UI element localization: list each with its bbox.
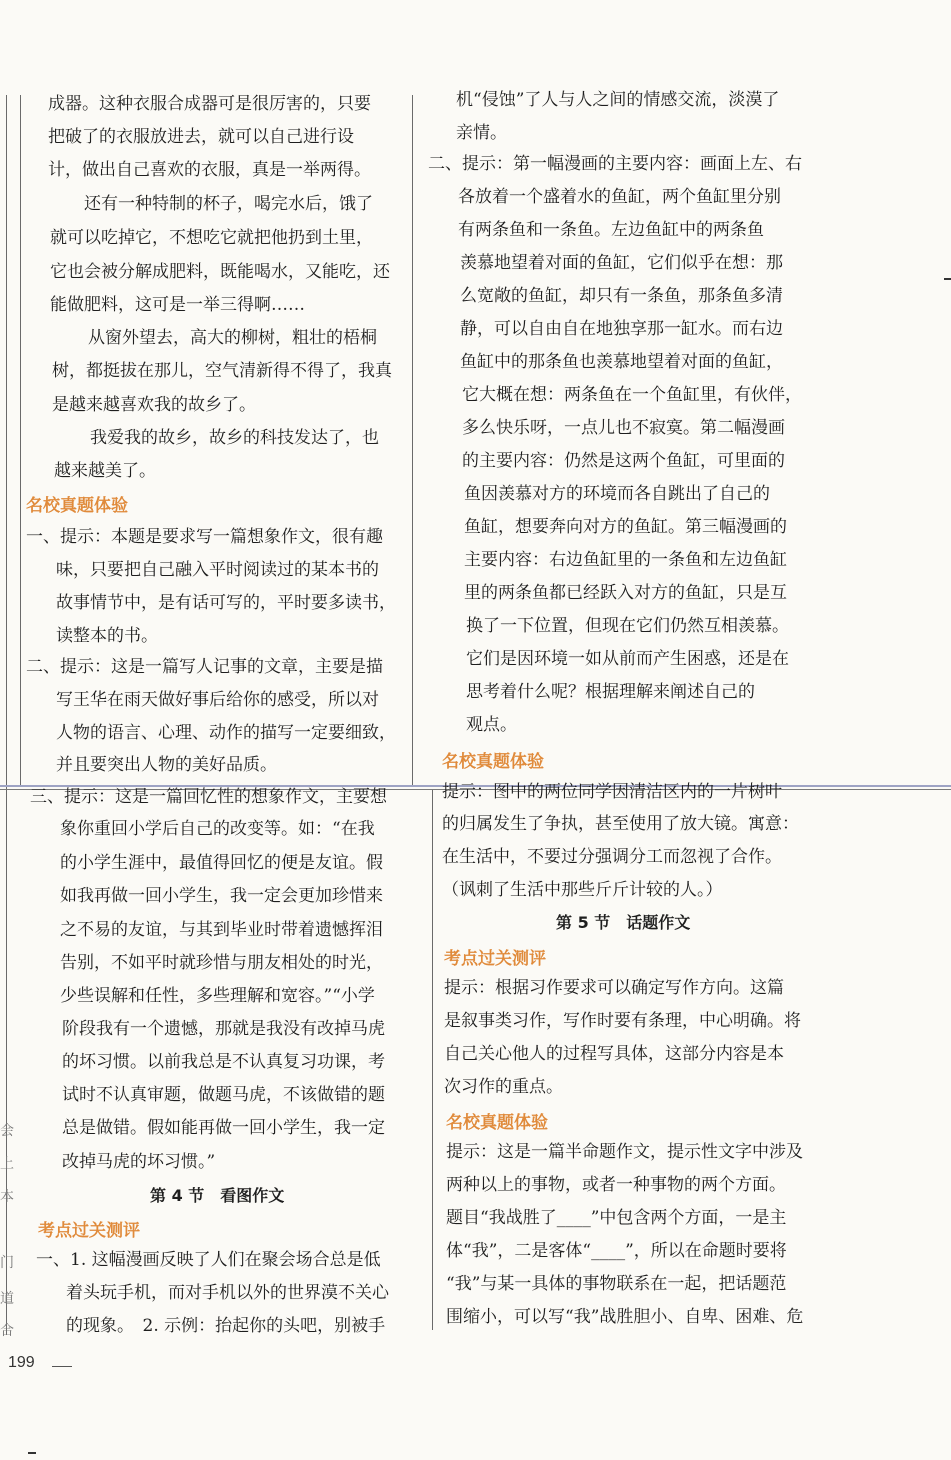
margin-char: 会 [0,1123,14,1139]
answer-line: 各放着一个盛着水的鱼缸，两个鱼缸里分别 [458,187,781,207]
text-line: 计，做出自己喜欢的衣服，真是一举两得。 [48,160,371,180]
answer-line: 人物的语言、心理、动作的描写一定要细致， [56,723,396,743]
answer-line: 观点。 [466,715,517,735]
section-heading: 考点过关测评 [444,949,546,969]
answer-line: 在生活中，不要过分强调分工而忽视了合作。 [442,847,782,867]
answer-line: 提示：图中的两位同学因清洁区内的一片树叶 [442,782,782,802]
section-heading: 名校真题体验 [26,496,128,516]
text-line: 亲情。 [456,123,507,143]
answer-line: “我”与某一具体的事物联系在一起，把话题范 [446,1274,787,1294]
answer-line: 围缩小，可以写“我”战胜胆小、自卑、困难、危 [446,1307,804,1327]
text-line: 机“侵蚀”了人与人之间的情感交流，淡漠了 [456,90,780,110]
answer-line: 里的两条鱼都已经跃入对方的鱼缸，只是互 [464,583,787,603]
answer-line: 故事情节中，是有话可写的，平时要多读书， [56,593,396,613]
answer-line: 么宽敞的鱼缸，却只有一条鱼，那条鱼多清 [460,286,783,306]
section-title-4: 第 4 节 看图作文 [150,1186,285,1205]
answer-line: 二、提示：第一幅漫画的主要内容：画面上左、右 [428,154,802,174]
answer-line: 告别，不如平时就珍惜与朋友相处的时光， [60,953,383,973]
answer-line: 如我再做一回小学生，我一定会更加珍惜来 [60,886,383,906]
margin-char: 门 [0,1255,14,1271]
answer-line: 有两条鱼和一条鱼。左边鱼缸中的两条鱼 [458,220,764,240]
answer-line: 味，只要把自己融入平时阅读过的某本书的 [56,560,379,580]
answer-line: 体“我”，二是客体“____”，所以在命题时要将 [446,1241,787,1261]
text-line: 是越来越喜欢我的故乡了。 [52,395,256,415]
text-line: 能做肥料，这可是一举三得啊…… [50,295,305,315]
answer-line: 写王华在雨天做好事后给你的感受，所以对 [56,690,379,710]
section-heading: 考点过关测评 [38,1221,140,1241]
answer-line: 静，可以自由自在地独享那一缸水。而右边 [460,319,783,339]
text-line: 越来越美了。 [54,461,156,481]
answer-line: 题目“我战胜了____”中包含两个方面，一是主 [446,1208,787,1228]
margin-char: 上 [0,1156,14,1172]
text-line: 我爱我的故乡，故乡的科技发达了，也 [90,428,379,448]
text-line: 把破了的衣服放进去，就可以自己进行设 [48,127,354,147]
answer-line: 多么快乐呀，一点儿也不寂寞。第二幅漫画 [462,418,785,438]
text-line: 成器。这种衣服合成器可是很厉害的，只要 [48,94,371,114]
answer-line: 阶段我有一个遗憾，那就是我没有改掉马虎 [62,1019,385,1039]
margin-char: 本 [0,1189,14,1205]
text-line: 就可以吃掉它，不想吃它就把他扔到土里， [50,228,373,248]
answer-line: 提示：根据习作要求可以确定写作方向。这篇 [444,978,784,998]
answer-line: 换了一下位置，但现在它们仍然互相羡慕。 [466,616,789,636]
text-line: 它也会被分解成肥料，既能喝水，又能吃，还 [50,262,390,282]
answer-line: 着头玩手机，而对手机以外的世界漠不关心 [66,1283,389,1303]
answer-line: 羡慕地望着对面的鱼缸，它们似乎在想：那 [460,253,783,273]
answer-line: 的坏习惯。以前我总是不认真复习功课，考 [62,1052,385,1072]
page-number: 199 [8,1354,35,1371]
answer-line: 的归属发生了争执，甚至使用了放大镜。寓意： [442,814,799,834]
answer-line: 总是做错。假如能再做一回小学生，我一定 [62,1118,385,1138]
answer-line: 的小学生涯中，最值得回忆的便是友谊。假 [60,853,383,873]
section-title-5: 第 5 节 话题作文 [556,913,691,932]
answer-line: 思考着什么呢？根据理解来阐述自己的 [466,682,755,702]
margin-char: 合 [0,1323,14,1339]
margin-char: 道 [0,1291,14,1307]
answer-line: 改掉马虎的坏习惯。” [62,1152,216,1172]
section-heading: 名校真题体验 [446,1113,548,1133]
answer-line: 三、提示：这是一篇回忆性的想象作文，主要想 [30,787,387,807]
answer-line: 少些误解和任性，多些理解和宽容。”“小学 [60,986,375,1006]
answer-line: 是叙事类习作，写作时要有条理，中心明确。将 [444,1011,801,1031]
answer-line: 自己关心他人的过程写具体，这部分内容是本 [444,1044,784,1064]
answer-line: 的现象。 2. 示例：抬起你的头吧，别被手 [66,1316,386,1336]
answer-line: （讽刺了生活中那些斤斤计较的人。） [442,880,723,900]
answer-line: 试时不认真审题，做题马虎，不该做错的题 [62,1085,385,1105]
text-line: 还有一种特制的杯子，喝完水后，饿了 [84,194,373,214]
answer-line: 它们是因环境一如从前而产生困惑，还是在 [466,649,789,669]
answer-line: 两种以上的事物，或者一种事物的两个方面。 [446,1175,786,1195]
answer-line: 鱼缸中的那条鱼也羡慕地望着对面的鱼缸， [460,352,783,372]
answer-line: 并且要突出人物的美好品质。 [56,755,277,775]
left-column [0,0,420,1340]
answer-line: 次习作的重点。 [444,1077,563,1097]
right-edge-tick [944,278,951,280]
answer-line: 一、1. 这幅漫画反映了人们在聚会场合总是低 [36,1250,381,1270]
page-number-dash [52,1366,72,1367]
answer-line: 二、提示：这是一篇写人记事的文章，主要是描 [26,657,383,677]
text-line: 从窗外望去，高大的柳树，粗壮的梧桐 [88,328,377,348]
corner-mark [28,1452,36,1454]
answer-line: 象你重回小学后自己的改变等。如：“在我 [60,819,375,839]
answer-line: 一、提示：本题是要求写一篇想象作文，很有趣 [26,527,383,547]
text-line: 树，都挺拔在那儿，空气清新得不得了，我真 [52,361,392,381]
answer-line: 之不易的友谊，与其到毕业时带着遗憾挥泪 [60,920,383,940]
answer-line: 主要内容：右边鱼缸里的一条鱼和左边鱼缸 [464,550,787,570]
answer-line: 它大概在想：两条鱼在一个鱼缸里，有伙伴， [462,385,802,405]
answer-line: 的主要内容：仍然是这两个鱼缸，可里面的 [462,451,785,471]
answer-line: 读整本的书。 [56,626,158,646]
answer-line: 鱼缸，想要奔向对方的鱼缸。第三幅漫画的 [464,517,787,537]
answer-line: 提示：这是一篇半命题作文，提示性文字中涉及 [446,1142,803,1162]
right-column [420,0,951,1340]
section-heading: 名校真题体验 [442,752,544,772]
answer-line: 鱼因羡慕对方的环境而各自跳出了自己的 [464,484,770,504]
